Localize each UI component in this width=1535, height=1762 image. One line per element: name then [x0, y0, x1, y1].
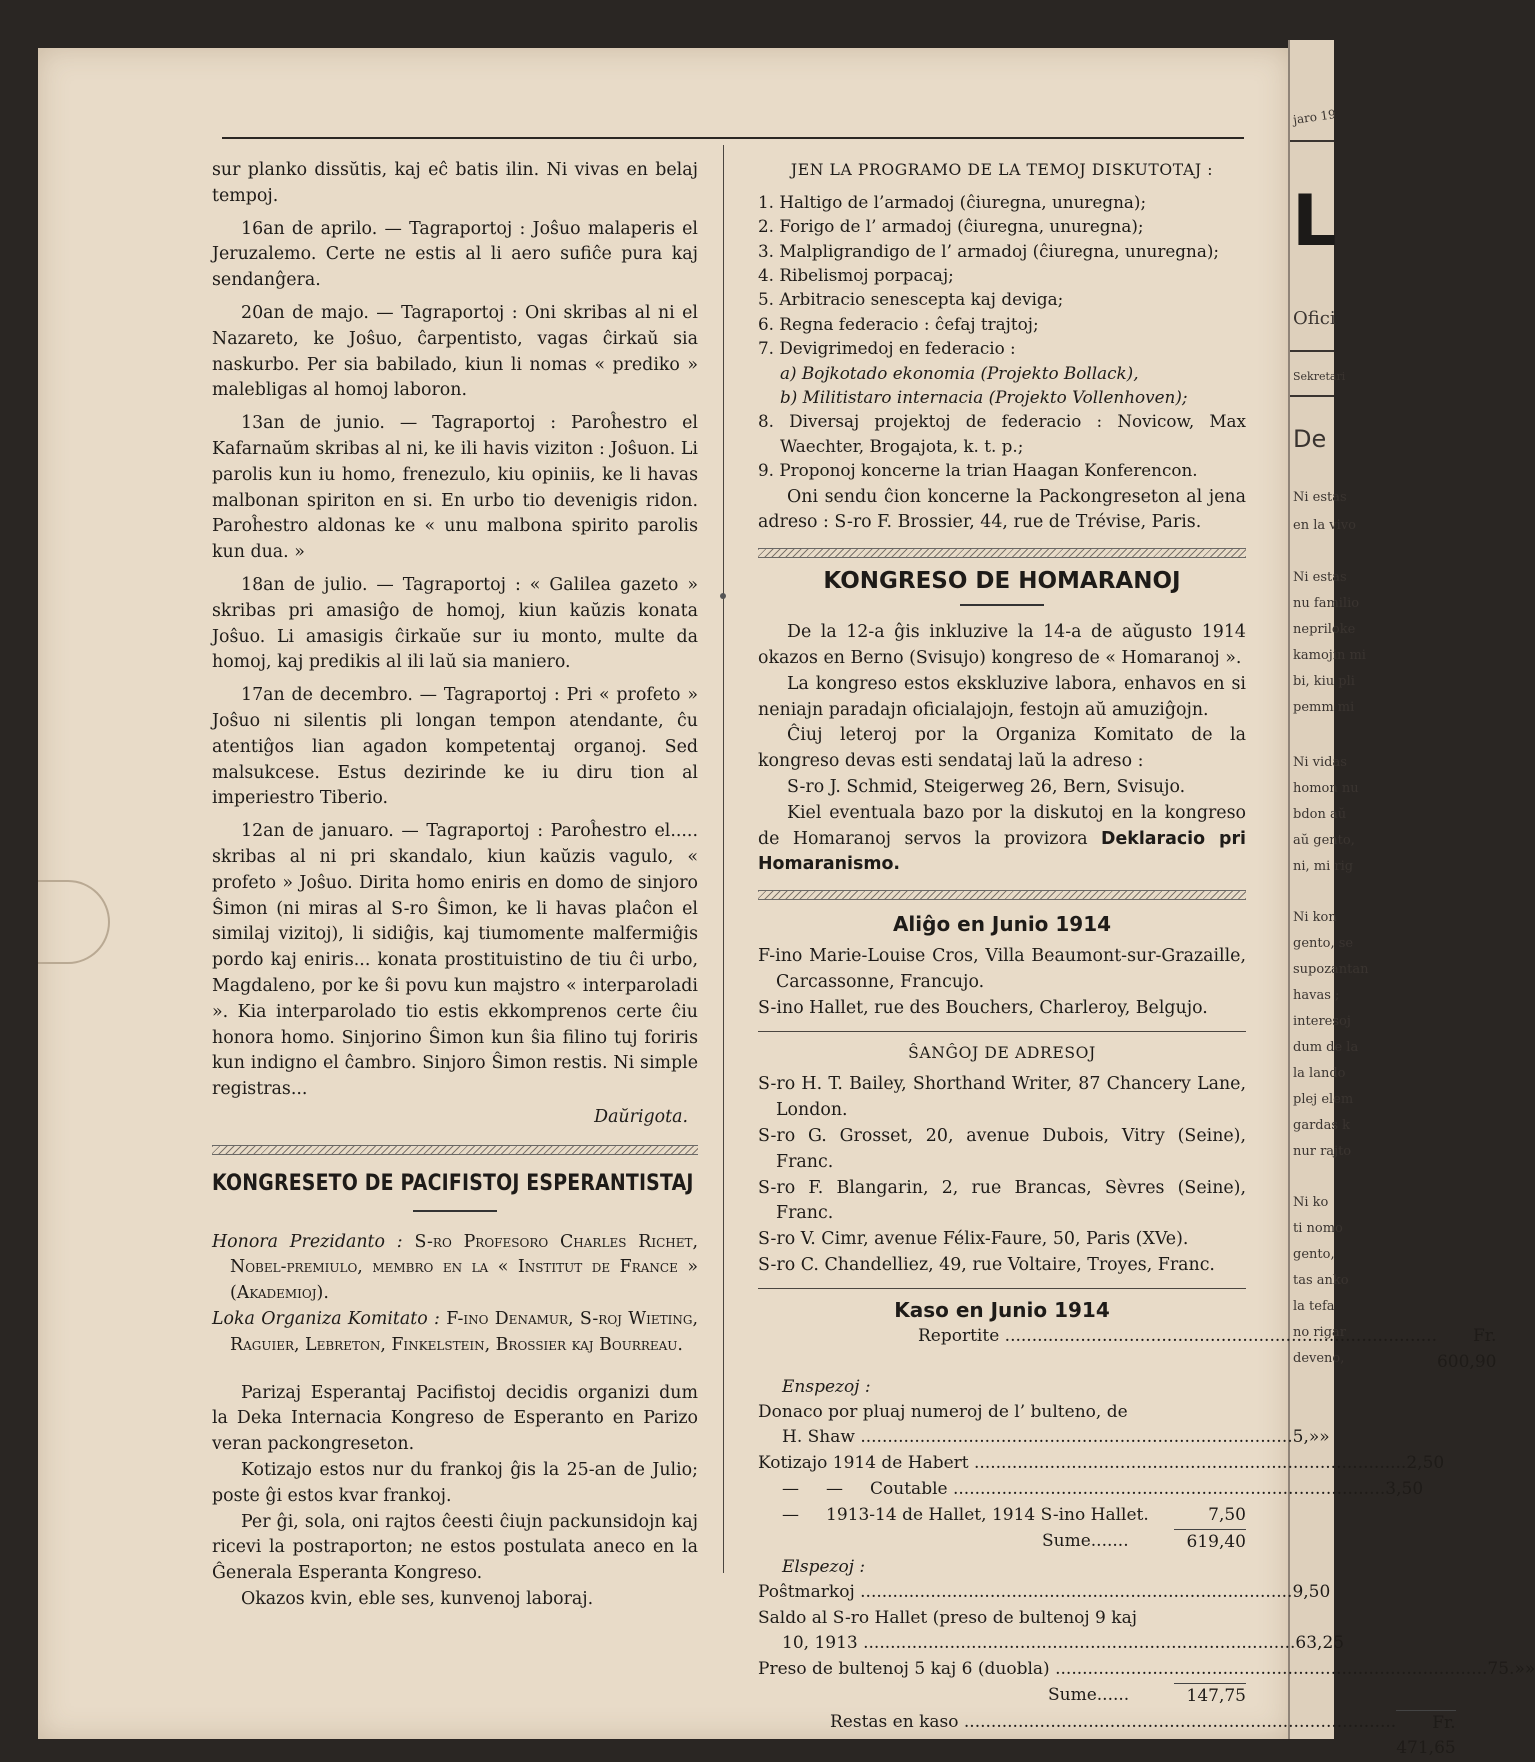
- left-column: [212, 158, 698, 1613]
- paragraph: Okazos kvin, eble ses, kunvenoj laboraj.: [241, 1589, 594, 1610]
- account-row: [758, 1657, 1535, 1683]
- paragraph: [758, 801, 1246, 878]
- committee-president: [212, 1230, 698, 1307]
- row-amount: 5,»»: [1292, 1427, 1330, 1448]
- signature: Daŭrigota.: [594, 1106, 688, 1127]
- adjacent-fragment: supozantan: [1293, 962, 1369, 977]
- income-label: Enspezoj :: [782, 1377, 871, 1398]
- account-row: [758, 1477, 1424, 1503]
- row-label: Poŝtmarkoj .....: [758, 1580, 1292, 1606]
- paragraph: 18an de julio. — Tagraportoj : « Galilea gazeto » skribas pri amasiĝo de homoj, kiun kaŭzis konata Joŝuo. Li amasigis ĉirkaŭe sur iu monto, multe da homoj, kaj predikis al ili laŭ sia maniero.: [212, 574, 698, 673]
- program-heading: JEN LA PROGRAMO DE LA TEMOJ DISKUTOTAJ :: [790, 161, 1214, 179]
- row-amount: 2,50: [1406, 1453, 1445, 1474]
- adjacent-fragment: la tefa: [1293, 1299, 1335, 1314]
- adjacent-fragment: havas ;: [1293, 988, 1340, 1003]
- adjacent-fragment: jaro 19: [1292, 107, 1337, 127]
- adjacent-fragment: no rigar: [1293, 1325, 1346, 1340]
- list-item: 1. Haltigo de l’armadoj (ĉiuregna, unuregna);: [758, 191, 1147, 212]
- list-item: 2. Forigo de l’ armadoj (ĉiuregna, unuregna);: [758, 216, 1144, 237]
- program-note: Oni sendu ĉion koncerne la Packongreseton al jena adreso : S-ro F. Brossier, 44, rue de Trévise, Paris.: [758, 486, 1246, 533]
- divider: [758, 1288, 1246, 1289]
- adjacent-fragment: gento, se: [1293, 936, 1354, 951]
- address-entry: S-ro V. Cimr, avenue Félix-Faure, 50, Paris (XVe).: [758, 1229, 1189, 1250]
- list-item: 9. Proponoj koncerne la trian Haagan Konferencon.: [758, 460, 1198, 481]
- list-item: b) Militistaro internacia (Projekto Vollenhoven);: [780, 387, 1188, 408]
- row-amount: Fr. 600,90: [1436, 1325, 1497, 1372]
- account-row: [758, 1451, 1445, 1477]
- paragraph-text: Kiel eventuala bazo por la diskutoj en la kongreso de Homaranoj servos la provizora: [758, 802, 1246, 849]
- row-amount: 63,25: [1295, 1633, 1345, 1654]
- row-amount: Fr. 471,65: [1396, 1710, 1455, 1762]
- member-entry: F-ino Marie-Louise Cros, Villa Beaumont-sur-Grazaille, Carcassonne, Francujo.: [758, 946, 1246, 993]
- account-row: [758, 1683, 1246, 1710]
- row-label: — — Coutable .....: [782, 1477, 1385, 1503]
- row-label: 10, 1913 .....: [782, 1631, 1295, 1657]
- adjacent-fragment: Ofici: [1293, 308, 1336, 329]
- list-item: 3. Malpligrandigo de l’ armadoj (ĉiuregna, unuregna);: [758, 240, 1220, 261]
- paragraph: La kongreso estos ekskluzive labora, enhavos en si neniajn paradajn oficialajojn, festojn aŭ amuziĝojn.: [758, 673, 1246, 720]
- adjacent-fragment: tas anko: [1293, 1273, 1349, 1288]
- adjacent-fragment: gardas k: [1293, 1118, 1351, 1133]
- row-label: Sume.......: [1042, 1530, 1129, 1551]
- label-honora-prezidanto: Honora Prezidanto :: [212, 1231, 403, 1252]
- account-row: [758, 1529, 1246, 1556]
- paragraph: 17an de decembro. — Tagraportoj : Pri « profeto » Joŝuo ni silentis pli longan tempon atendante, ĉu atentiĝos lian agadon kompetentaj organoj. Sed malsukcese. Estus dezirinde ke iu diru tion al imperiestro Tiberio.: [212, 685, 698, 809]
- president-text: S-ro Profesoro Charles Richet, Nobel-premiulo, membro en la « Institut de France » (Akademioj).: [230, 1231, 699, 1304]
- section-heading-homaranoj: KONGRESO DE HOMARANOJ: [823, 568, 1181, 595]
- row-label: Preso de bultenoj 5 kaj 6 (duobla) .....: [758, 1657, 1487, 1683]
- list-item: 6. Regna federacio : ĉefaj trajtoj;: [758, 313, 1039, 334]
- list-item: 4. Ribelismoj porpacaj;: [758, 265, 954, 286]
- adjacent-fragment: homon nu: [1293, 781, 1359, 796]
- header-rule: [222, 137, 1244, 139]
- adjacent-fragment: Ni ko: [1293, 1195, 1329, 1210]
- paragraph: De la 12-a ĝis inkluzive la 14-a de aŭgusto 1914 okazos en Berno (Svisujo) kongreso de « Homaranoj ».: [758, 622, 1246, 669]
- list-item: 7. Devigrimedoj en federacio :: [758, 338, 1016, 359]
- address-entry: S-ro C. Chandelliez, 49, rue Voltaire, Troyes, Franc.: [758, 1255, 1215, 1275]
- ornamental-divider: [212, 1145, 698, 1155]
- paragraph: Parizaj Esperantaj Pacifistoj decidis organizi dum la Deka Internacia Kongreso de Esperanto en Parizo veran packongreseton.: [212, 1382, 698, 1455]
- short-rule: [960, 604, 1044, 606]
- print-speck: [720, 593, 726, 599]
- local-committee-text: F-ino Denamur, S-roj Wieting, Raguier, Lebreton, Finkelstein, Brossier kaj Bourreau.: [230, 1309, 698, 1355]
- adjacent-fragment: plej elem: [1293, 1092, 1354, 1107]
- adjacent-fragment: dum de la: [1293, 1040, 1359, 1055]
- paragraph: Per ĝi, sola, oni rajtos ĉeesti ĉiujn packunsidojn kaj ricevi la postraporton; ne estos postulata aneco en la Ĝenerala Esperanta Kongreso.: [212, 1511, 698, 1584]
- adjacent-fragment: Sekretari: [1293, 370, 1346, 383]
- section-heading-sangoj: ŜANĜOJ DE ADRESOJ: [908, 1043, 1096, 1062]
- paragraph: sur planko dissŭtis, kaj eĉ batis ilin. Ni vivas en belaj tempoj.: [212, 160, 698, 206]
- list-item: a) Bojkotado ekonomia (Projekto Bollack),: [780, 362, 1139, 383]
- row-label: Reportite .....: [918, 1324, 1437, 1376]
- address-entry: S-ro H. T. Bailey, Shorthand Writer, 87 Chancery Lane, London.: [758, 1074, 1246, 1121]
- paragraph: Kotizajo estos nur du frankoj ĝis la 25-an de Julio; poste ĝi estos kvar frankoj.: [212, 1460, 698, 1506]
- address-entry: S-ro G. Grosset, 20, avenue Dubois, Vitry (Seine), Franc.: [758, 1126, 1246, 1172]
- row-label: Kotizajo 1914 de Habert .....: [758, 1451, 1406, 1477]
- adjacent-fragment: la lando: [1293, 1066, 1346, 1081]
- adjacent-fragment: bdon aŭ: [1293, 807, 1347, 822]
- adjacent-fragment: Ni estas: [1293, 490, 1347, 505]
- adjacent-fragment: De: [1293, 425, 1327, 453]
- row-amount: 75.»»: [1487, 1658, 1535, 1679]
- row-label: H. Shaw .....: [782, 1425, 1293, 1451]
- row-label: — 1913-14 de Hallet, 1914 S-ino Hallet.: [782, 1504, 1149, 1525]
- adjacent-fragment: ti nomo: [1293, 1221, 1343, 1236]
- row-amount: 619,40: [1174, 1529, 1246, 1556]
- adjacent-fragment: aŭ gento,: [1293, 833, 1355, 848]
- adjacent-fragment: pemm mi: [1293, 700, 1355, 715]
- label-loka-komitato: Loka Organiza Komitato :: [212, 1309, 440, 1330]
- row-amount: 7,50: [1208, 1504, 1246, 1525]
- address-entry: S-ro F. Blangarin, 2, rue Brancas, Sèvres (Seine), Franc.: [758, 1177, 1246, 1224]
- column-separator: [723, 145, 724, 1573]
- adjacent-fragment: ni, mi rig: [1293, 859, 1354, 874]
- account-row: [758, 1503, 1246, 1529]
- adjacent-fragment: deveno,: [1293, 1351, 1345, 1366]
- account-row: [758, 1425, 1330, 1451]
- committee-local: [212, 1307, 698, 1359]
- paragraph: 20an de majo. — Tagraportoj : Oni skribas al ni el Nazareto, ke Joŝuo, ĉarpentisto, vagas ĉirkaŭ sia naskurbo. Per sia babilado, kiun li nomas « prediko » malebligas al homoj laboron.: [212, 302, 698, 401]
- declaration-title: Deklaracio pri Homaranismo.: [758, 828, 1246, 875]
- row-label: Sume......: [1048, 1684, 1130, 1705]
- paragraph: S-ro J. Schmid, Steigerweg 26, Bern, Svisujo.: [787, 777, 1186, 798]
- adjacent-fragment: Ni vidas: [1293, 755, 1347, 770]
- paragraph: 12an de januaro. — Tagraportoj : Paroĥestro el..... skribas al ni pri skandalo, kiun kaŭzis vagulo, « profeto » Joŝuo. Dirita homo eniris en domo de sinjoro Ŝimon (ni miras al S-ro Ŝimon, ke li havas plaĉon el similaj vizitoj), li sidiĝis, kaj tiumomente malfermiĝis pordo kaj eniris... konata prostituistino de tiu ĉi urbo, Magdaleno, por ke ŝi povu kun majstro « interparoladi ». Kia interparolado tio estis ekkomprenos certe ĉiu honora homo. Sinjorino Ŝimon kun ŝia filino tuj foriris kun indigno el ĉambro. Sinjoro Ŝimon restis. Ni simple registras...: [212, 821, 698, 1100]
- section-heading-aligo: Aliĝo en Junio 1914: [892, 912, 1112, 937]
- program-list: [758, 190, 1246, 483]
- row-amount: 147,75: [1174, 1683, 1246, 1710]
- account-line: Saldo al S-ro Hallet (preso de bultenoj 9 kaj: [758, 1608, 1137, 1629]
- adjacent-fragment: interesoj: [1293, 1014, 1351, 1029]
- adjacent-fragment: en la vivo: [1293, 518, 1356, 533]
- account-line: Donaco por pluaj numeroj de l’ bulteno, de: [758, 1402, 1128, 1423]
- row-label: Restas en kaso .....: [830, 1710, 1396, 1762]
- adjacent-fragment: bi, kiu pli: [1293, 674, 1355, 689]
- section-heading-pacifist: KONGRESETO DE PACIFISTOJ ESPERANTISTAJ: [212, 1170, 694, 1196]
- adjacent-fragment: L: [1292, 180, 1337, 262]
- row-amount: 3,50: [1385, 1478, 1424, 1499]
- adjacent-fragment: gento,: [1293, 1247, 1335, 1262]
- adjacent-fragment: nepriloke: [1293, 622, 1356, 637]
- section-heading-kaso: Kaso en Junio 1914: [894, 1297, 1110, 1322]
- divider: [758, 1031, 1246, 1032]
- account-row: [758, 1580, 1331, 1606]
- paragraph: 16an de aprilo. — Tagraportoj : Joŝuo malaperis el Jeruzalemo. Certe ne estis al li aero sufiĉe pura kaj sendanĝera.: [212, 218, 698, 291]
- expense-label: Elspezoj :: [782, 1557, 866, 1578]
- paragraph: 13an de junio. — Tagraportoj : Paroĥestro el Kafarnaŭm skribas al ni, ke ili havis viziton : Joŝuon. Li parolis kun iu homo, frenezulo, kiu opiniis, ke li havas malbonan spiriton en si. En urbo tio devenigis ridon. Paroĥestro aldonas ke « unu malbona spirito parolis kun dua. »: [212, 413, 698, 563]
- account-row: [758, 1631, 1345, 1657]
- list-item: 5. Arbitracio senescepta kaj deviga;: [758, 289, 1064, 310]
- ornamental-divider: [758, 890, 1246, 900]
- adjacent-fragment: Ni estas: [1293, 570, 1347, 585]
- adjacent-fragment: nu familio: [1293, 596, 1360, 611]
- short-rule: [413, 1210, 497, 1212]
- ornamental-divider: [758, 548, 1246, 558]
- account-row: [758, 1710, 1456, 1762]
- list-item: 8. Diversaj projektoj de federacio : Novicow, Max Waechter, Brogajota, k. t. p.;: [758, 411, 1246, 456]
- row-amount: 9,50: [1292, 1582, 1331, 1603]
- adjacent-fragment: kamojin mi: [1293, 648, 1366, 663]
- adjacent-fragment: Ni kon: [1293, 910, 1337, 925]
- paragraph: Ĉiuj leteroj por la Organiza Komitato de la kongreso devas esti sendataj laŭ la adreso :: [758, 725, 1246, 772]
- member-entry: S-ino Hallet, rue des Bouchers, Charleroy, Belgujo.: [758, 997, 1208, 1018]
- adjacent-fragment: nur rajto: [1293, 1144, 1352, 1159]
